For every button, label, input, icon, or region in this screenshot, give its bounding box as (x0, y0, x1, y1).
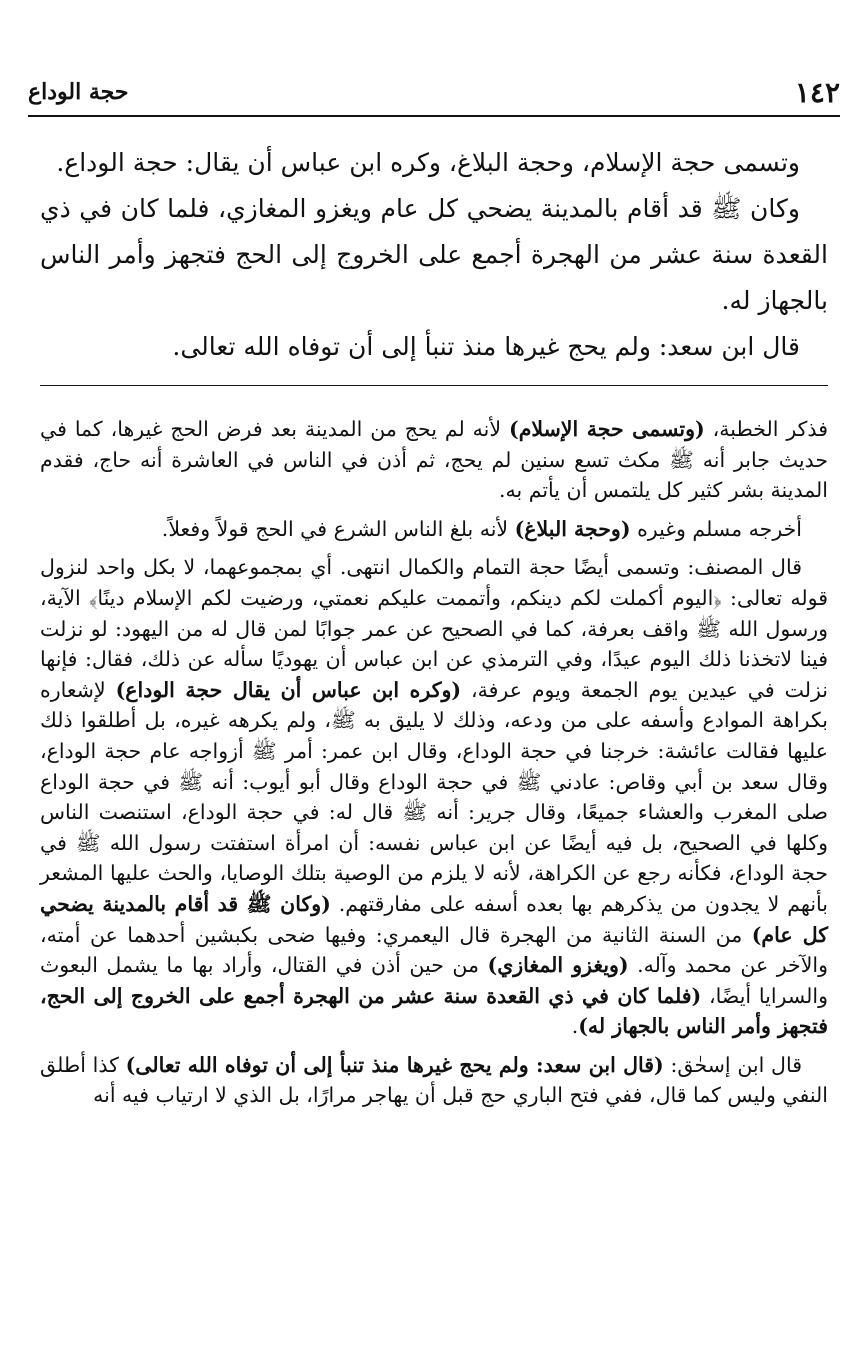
main-text (40, 140, 828, 370)
commentary-text-run: قال ابن إسحٰق: (663, 1052, 802, 1077)
commentary-paragraph (40, 1050, 828, 1111)
commentary-text-run: من السنة الثانية من الهجرة قال اليعمري: وفيها ضحى بكبشين أحدهما عن أمته، والآخر عن محمد وآله. (40, 922, 828, 978)
quoted-matn: (وتسمى حجة الإسلام) (509, 417, 705, 441)
quoted-matn: (وكان ﷺ قد أقام بالمدينة يضحي كل عام) (40, 891, 828, 947)
commentary-text-run: أخرجه مسلم وغيره (630, 516, 802, 541)
commentary-text-run: . (571, 1014, 579, 1039)
quoted-matn: (وحجة البلاغ) (514, 516, 631, 541)
quoted-matn: (وكره ابن عباس أن يقال حجة الوداع) (115, 677, 462, 702)
page-header (28, 70, 840, 114)
commentary-paragraph (40, 414, 828, 506)
commentary-text-run: قال المصنف: وتسمى أيضًا حجة التمام والكمال انتهى. أي بمجموعهما، لا بكل واحد لنزول قوله تعالى: ﴿اليوم أكملت لكم دينكم، وأتممت عليكم نعمتي، ورضيت لكم الإسلام دينًا﴾ الآية، ورسول الله ﷺ واقف بعرفة، كما في الصحيح عن عمر جوابًا لمن قال له من اليهود: لو نزلت فينا لاتخذنا ذلك اليوم عيدًا، وفي الترمذي عن ابن عباس أن يهوديًا سأله عن ذلك، فقال: فإنها نزلت في عيدين يوم الجمعة ويوم عرفة، (40, 555, 829, 702)
running-title: حجة الوداع (28, 79, 129, 105)
commentary-text-run: لإشعاره بكراهة الموادع وأسفه على من ودعه، وذلك لا يليق به ﷺ، ولم يكرهه غيره، بل أطلقوا ذلك عليها فقالت عائشة: خرجنا في حجة الوداع، وقال ابن عمر: أمر ﷺ أزواجه عام حجة الوداع، وقال سعد بن أبي وقاص: عادني ﷺ في حجة الوداع وقال أبو أيوب: أنه ﷺ في حجة الوداع صلى المغرب والعشاء جميعًا، وقال جرير: أنه ﷺ قال له: في حجة الوداع، استنصت الناس وكلها في الصحيح، بل فيه أيضًا عن ابن عباس نفسه: أن امرأة استفتت رسول الله ﷺ في حجة الوداع، فكأنه رجع عن الكراهة، لأنه لا يلزم من الوصية بتلك الوصايا، والحث عليها المشعر بأنهم لا يجدون من يذكرهم بها بعده أسفه على مفارقتهم. (40, 677, 828, 916)
commentary-paragraph (40, 552, 828, 1042)
main-paragraph: وتسمى حجة الإسلام، وحجة البلاغ، وكره ابن عباس أن يقال: حجة الوداع. (56, 148, 800, 177)
main-paragraph: وكان ﷺ قد أقام بالمدينة يضحي كل عام ويغزو المغازي، فلما كان في ذي القعدة سنة عشر من الهجرة أجمع على الخروج إلى الحج فتجهز وأمر الناس بالجهاز له. (40, 194, 828, 315)
commentary-text-run: لأنه بلغ الناس الشرع في الحج قولاً وفعلاً. (161, 516, 515, 541)
commentary-text-run: فذكر الخطبة، (704, 417, 828, 441)
quoted-matn: (قال ابن سعد: ولم يحج غيرها منذ تنبأ إلى أن توفاه الله تعالى) (125, 1052, 664, 1077)
commentary-paragraph (40, 514, 828, 545)
main-paragraph: قال ابن سعد: ولم يحج غيرها منذ تنبأ إلى أن توفاه الله تعالى. (172, 332, 800, 361)
footnote-divider (40, 385, 828, 386)
commentary-text (40, 414, 828, 1119)
quoted-matn: (ويغزو المغازي) (487, 953, 629, 978)
quoted-matn: (فلما كان في ذي القعدة سنة عشر من الهجرة أجمع على الخروج إلى الحج، فتجهز وأمر الناس بالجهاز له) (40, 983, 828, 1039)
header-rule (28, 115, 840, 117)
commentary-text-run: لأنه لم يحج من المدينة بعد فرض الحج غيرها، كما في حديث جابر أنه ﷺ مكث تسع سنين لم يحج، ثم أذن في الناس في العاشرة أنه حاج، فقدم المدينة بشر كثير كل يلتمس أن يأتم به. (40, 417, 828, 503)
page-number: ١٤٢ (794, 75, 840, 109)
commentary-text-run: كذا أطلق النفي وليس كما قال، ففي فتح الباري حج قبل أن يهاجر مرارًا، بل الذي لا ارتياب فيه أنه (40, 1052, 828, 1108)
commentary-text-run: من حين أذن في القتال، وأراد بها ما يشمل البعوث والسرايا أيضًا، (40, 953, 828, 1008)
